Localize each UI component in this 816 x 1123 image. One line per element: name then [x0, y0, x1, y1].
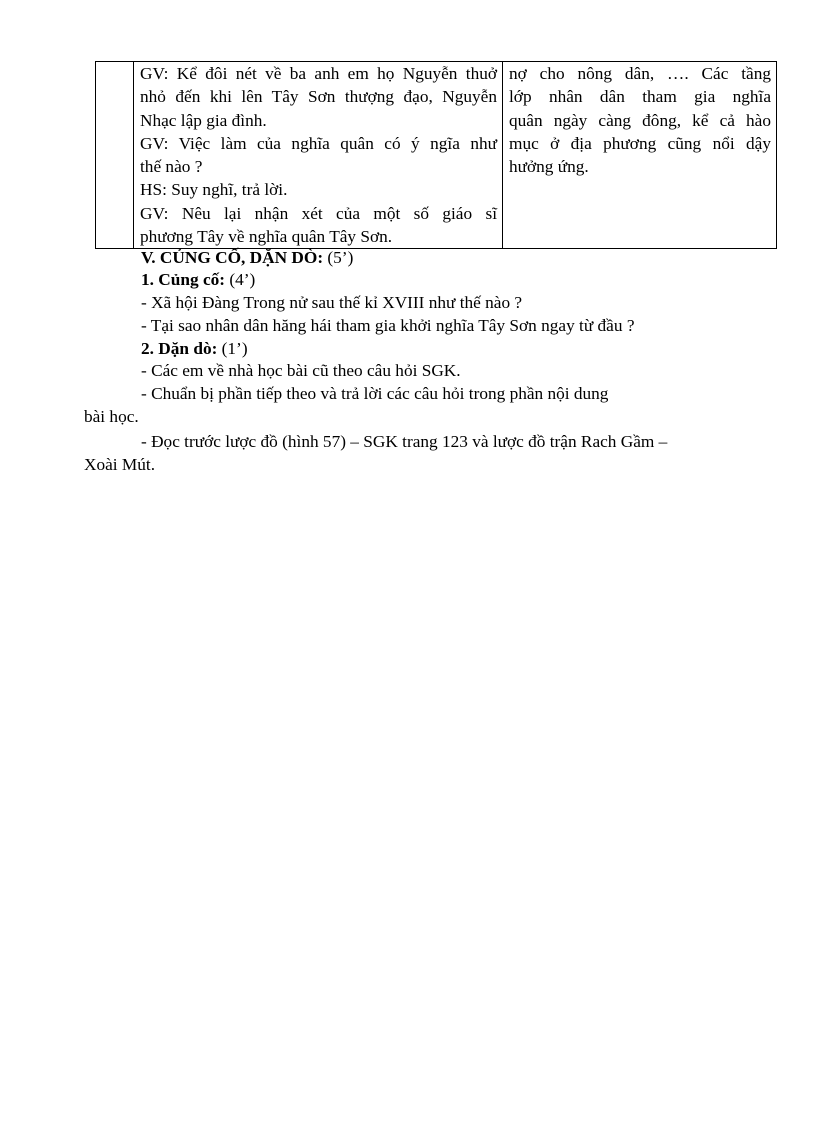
activity-line: GV: Nêu lại nhận xét của một số giáo sĩ — [140, 203, 497, 223]
dando-item: - Chuẩn bị phần tiếp theo và trả lời các câu hỏi trong phần nội dung — [141, 384, 609, 403]
dando-item: - Đọc trước lược đồ (hình 57) – SGK trang 123 và lược đồ trận Rach Gầm – — [141, 432, 668, 451]
content-line: hưởng ứng. — [509, 157, 589, 177]
content-line: mục ở địa phương cũng nổi dậy — [509, 133, 771, 153]
table-cell-activities — [134, 62, 503, 249]
content-line: lớp nhân dân tham gia nghĩa — [509, 87, 771, 107]
dando-heading — [141, 338, 248, 360]
dando-title: 2. Dặn dò: — [141, 339, 218, 358]
activity-line: nhỏ đến khi lên Tây Sơn thượng đạo, Nguyễn — [140, 87, 497, 107]
table-row — [96, 62, 777, 249]
content-line: quân ngày càng đông, kể cả hào — [509, 110, 771, 130]
table-cell-content — [503, 62, 777, 249]
dando-item-continued: Xoài Mút. — [84, 455, 156, 474]
table-cell-empty — [96, 62, 134, 249]
cungco-duration: (4’) — [225, 270, 256, 289]
cungco-heading — [141, 269, 255, 291]
lesson-table — [95, 61, 777, 249]
activity-line: GV: Kể đôi nét về ba anh em họ Nguyễn thuở — [140, 64, 497, 83]
cungco-question: - Xã hội Đàng Trong nử sau thế kỉ XVIII như thế nào ? — [141, 293, 523, 312]
dando-duration: (1’) — [217, 339, 248, 358]
section-heading-title: V. CỦNG CỐ, DẶN DÒ: — [141, 248, 324, 267]
section-heading — [141, 247, 353, 269]
content-line: nợ cho nông dân, …. Các tầng — [509, 64, 771, 83]
activity-line: phương Tây về nghĩa quân Tây Sơn. — [140, 227, 393, 247]
cungco-question: - Tại sao nhân dân hăng hái tham gia khởi nghĩa Tây Sơn ngay từ đầu ? — [141, 316, 635, 335]
activity-line: Nhạc lập gia đình. — [140, 110, 267, 130]
dando-item: - Các em về nhà học bài cũ theo câu hỏi SGK. — [141, 361, 461, 380]
activity-line: thế nào ? — [140, 157, 203, 177]
cungco-title: 1. Củng cố: — [141, 270, 226, 289]
activity-line: HS: Suy nghĩ, trả lời. — [140, 180, 288, 200]
activity-line: GV: Việc làm của nghĩa quân có ý ngĩa như — [140, 133, 497, 153]
section-heading-duration: (5’) — [323, 248, 354, 267]
dando-item-continued: bài học. — [84, 407, 139, 426]
